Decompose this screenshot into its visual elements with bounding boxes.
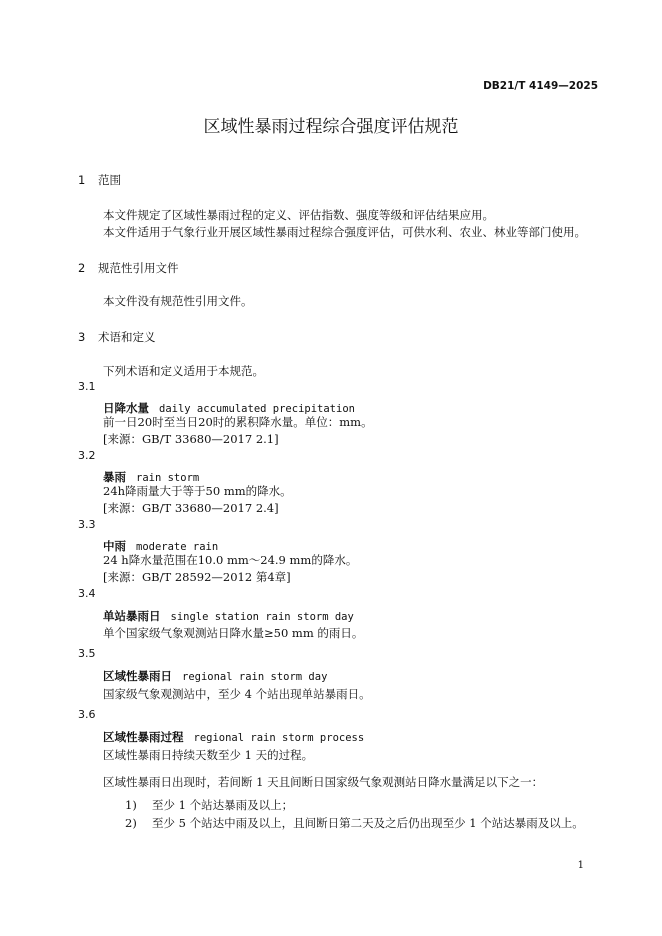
term-english: rain storm <box>136 472 200 484</box>
term-source: [来源：GB/T 28592—2012 第4章] <box>103 570 291 584</box>
paragraph: 本文件没有规范性引用文件。 <box>103 294 253 308</box>
term-english: daily accumulated precipitation <box>159 403 355 415</box>
term-number: 3.6 <box>78 708 96 721</box>
term-chinese: 日降水量 <box>103 401 149 415</box>
document-title: 区域性暴雨过程综合强度评估规范 <box>203 117 459 137</box>
list-marker: 1) <box>125 798 137 812</box>
section-number: 3 <box>78 330 86 344</box>
term-definition: 24h降雨量大于等于50 mm的降水。 <box>103 484 292 498</box>
term-english: regional rain storm day <box>182 671 328 683</box>
term-heading <box>103 605 354 624</box>
term-chinese: 区域性暴雨过程 <box>103 730 184 744</box>
section-3-heading <box>78 329 156 345</box>
term-chinese: 暴雨 <box>103 470 126 484</box>
term-definition: 国家级气象观测站中，至少 4 个站出现单站暴雨日。 <box>103 687 371 701</box>
section-2-heading <box>78 260 179 276</box>
paragraph: 区域性暴雨日出现时，若间断 1 天且间断日国家级气象观测站日降水量满足以下之一： <box>103 775 544 789</box>
list-item <box>125 797 293 813</box>
list-text: 至少 1 个站达暴雨及以上； <box>152 798 294 812</box>
term-number: 3.3 <box>78 518 96 531</box>
term-heading <box>103 726 364 745</box>
page-number: 1 <box>577 860 584 871</box>
standard-code: DB21/T 4149—2025 <box>483 80 598 92</box>
term-definition: 区域性暴雨日持续天数至少 1 天的过程。 <box>103 748 314 762</box>
paragraph: 下列术语和定义适用于本规范。 <box>103 364 264 378</box>
term-english: moderate rain <box>136 541 219 553</box>
term-chinese: 单站暴雨日 <box>103 609 161 623</box>
section-title: 规范性引用文件 <box>98 261 179 275</box>
term-source: [来源：GB/T 33680—2017 2.4] <box>103 501 279 515</box>
term-english: single station rain storm day <box>170 611 354 623</box>
section-1-heading <box>78 172 121 188</box>
list-marker: 2) <box>125 816 137 830</box>
term-number: 3.4 <box>78 587 96 600</box>
term-english: regional rain storm process <box>193 732 365 744</box>
term-chinese: 区域性暴雨日 <box>103 669 172 683</box>
term-definition: 前一日20时至当日20时的累积降水量。单位：mm。 <box>103 415 373 429</box>
term-source: [来源：GB/T 33680—2017 2.1] <box>103 432 279 446</box>
section-title: 术语和定义 <box>98 330 156 344</box>
list-item <box>125 815 584 831</box>
list-text: 至少 5 个站达中雨及以上，且间断日第二天及之后仍出现至少 1 个站达暴雨及以上。 <box>152 816 584 830</box>
term-heading <box>103 665 327 684</box>
section-title: 范围 <box>98 173 121 187</box>
term-number: 3.5 <box>78 647 96 660</box>
paragraph: 本文件规定了区域性暴雨过程的定义、评估指数、强度等级和评估结果应用。 <box>103 208 494 222</box>
paragraph: 本文件适用于气象行业开展区域性暴雨过程综合强度评估，可供水利、农业、林业等部门使用。 <box>103 225 586 239</box>
term-definition: 单个国家级气象观测站日降水量≥50 mm 的雨日。 <box>103 626 364 640</box>
section-number: 2 <box>78 261 86 275</box>
term-number: 3.1 <box>78 380 96 393</box>
term-number: 3.2 <box>78 449 96 462</box>
term-chinese: 中雨 <box>103 539 126 553</box>
section-number: 1 <box>78 173 86 187</box>
term-definition: 24 h降水量范围在10.0 mm～24.9 mm的降水。 <box>103 553 358 567</box>
